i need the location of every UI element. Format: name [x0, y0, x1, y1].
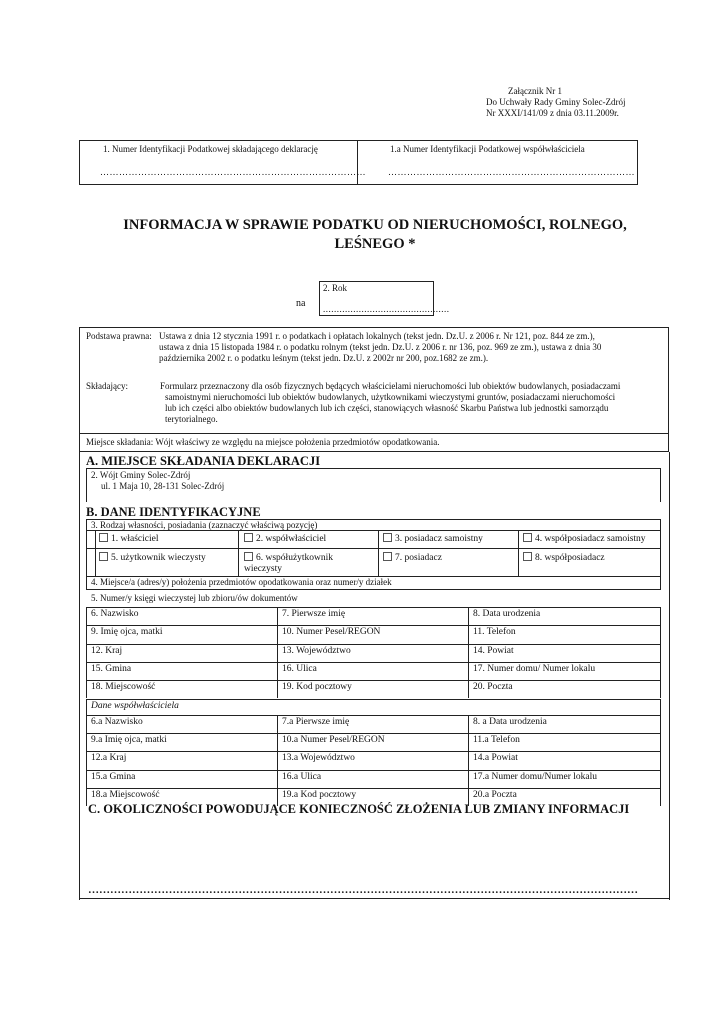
ownership-label: 3. Rodzaj własności, posiadania (zaznaczyć właściwą pozycję) [91, 520, 318, 530]
owner-cell-0-1[interactable]: 7. Pierwsze imię [282, 609, 346, 619]
location-label: 4. Miejsce/a (adres/y) położenia przedmiotów opodatkowania oraz numer/y działek [91, 577, 392, 587]
owner-cell-1-1[interactable]: 10. Numer Pesel/REGON [282, 627, 381, 638]
legal-basis-line-2: ustawa z dnia 15 listopada 1984 r. o podatku rolnym (tekst jedn. Dz.U. z 2006 r. nr 136, poz. 969 ze zm.), ustawa z dnia 30 [159, 342, 602, 352]
owner-cell-0-2[interactable]: 8. Data urodzenia [473, 609, 541, 619]
submitter-line-2: samoistnymi nieruchomości lub obiektów budowlanych, użytkownikami wieczystymi gruntów, posiadaczami nieruchomości [165, 392, 616, 402]
ownership-option-perpetual-user[interactable]: 5. użytkownik wieczysty [99, 552, 206, 564]
owner-cell-0-0[interactable]: 6. Nazwisko [91, 609, 139, 619]
section-c-heading: C. OKOLICZNOŚCI POWODUJĄCE KONIECZNOŚĆ ZŁOŻENIA LUB ZMIANY INFORMACJI [88, 802, 630, 816]
ownership-option-holder[interactable]: 7. posiadacz [383, 552, 442, 564]
owner-cell-4-2[interactable]: 20. Poczta [473, 682, 513, 693]
checkbox-icon [99, 552, 108, 561]
form-title-line-1: INFORMACJA W SPRAWIE PODATKU OD NIERUCHOMOŚCI, ROLNEGO, [123, 217, 627, 233]
owner-cell-4-0[interactable]: 18. Miejscowość [91, 682, 156, 693]
owner-cell-1-0[interactable]: 9. Imię ojca, matki [91, 627, 163, 638]
coowner-cell-2-1[interactable]: 13.a Województwo [282, 753, 355, 764]
section-b-heading: B. DANE IDENTYFIKACYJNE [86, 505, 261, 519]
checkbox-icon [523, 533, 532, 542]
owner-cell-2-1[interactable]: 13. Województwo [282, 645, 351, 656]
checkbox-icon [244, 533, 253, 542]
owner-cell-4-1[interactable]: 19. Kod pocztowy [282, 682, 352, 693]
legal-basis-line-3: października 2002 r. o podatku leśnym (tekst jedn. Dz.U. z 2002r nr 200, poz.1682 ze zm.). [159, 353, 489, 363]
legal-basis-line-1: Ustawa z dnia 12 stycznia 1991 r. o podatkach i opłatach lokalnych (tekst jedn. Dz.U. z 2006 r. Nr 121, poz. 844 ze zm.), [159, 331, 595, 341]
owner-cell-3-2[interactable]: 17. Numer domu/ Numer lokalu [473, 663, 596, 674]
ownership-option-independent-holder[interactable]: 3. posiadacz samoistny [383, 533, 483, 545]
annex-line-3: Nr XXXI/141/09 z dnia 03.11.2009r. [486, 108, 619, 118]
coowner-cell-3-1[interactable]: 16.a Ulica [282, 771, 322, 782]
checkbox-icon [383, 552, 392, 561]
coowner-cell-1-1[interactable]: 10.a Numer Pesel/REGON [282, 735, 385, 746]
coowner-cell-3-0[interactable]: 15.a Gmina [91, 771, 136, 782]
coowner-cell-0-2[interactable]: 8. a Data urodzenia [473, 716, 547, 727]
circumstances-textarea[interactable] [88, 817, 660, 883]
coowner-cell-3-2[interactable]: 17.a Numer domu/Numer lokalu [473, 771, 598, 782]
coowner-cell-4-1[interactable]: 19.a Kod pocztowy [282, 790, 357, 800]
checkbox-icon [99, 533, 108, 542]
owner-cell-3-1[interactable]: 16. Ulica [282, 663, 317, 674]
legal-basis-label: Podstawa prawna: [86, 331, 152, 341]
year-label: 2. Rok [323, 283, 348, 293]
submitter-line-3: lub ich części albo obiektów budowlanych lub ich części, stanowiących własność Skarbu Państwa lub jednostki samorządu [165, 403, 609, 413]
annex-line-1: Załącznik Nr 1 [508, 86, 562, 96]
year-prefix: na [296, 298, 306, 309]
submitter-line-1: Formularz przeznaczony dla osób fizycznych będących właścicielami nieruchomości lub obiektów budowlanych, posiadaczami [160, 381, 621, 391]
register-label: 5. Numer/y księgi wieczystej lub zbioru/ów dokumentów [91, 593, 298, 603]
coowner-cell-1-0[interactable]: 9.a Imię ojca, matki [91, 735, 167, 746]
coowner-cell-2-0[interactable]: 12.a Kraj [91, 753, 127, 764]
coowner-cell-0-0[interactable]: 6.a Nazwisko [91, 716, 143, 727]
nip-coowner-field-label: 1.a Numer Identyfikacji Podatkowej współwłaściciela [390, 144, 585, 154]
ownership-option-co-perpetual-user[interactable]: 6. współużytkownik wieczysty [244, 553, 334, 574]
coowner-cell-2-2[interactable]: 14.a Powiat [473, 753, 518, 764]
checkbox-icon [523, 552, 532, 561]
section-a-heading: A. MIEJSCE SKŁADANIA DEKLARACJI [86, 454, 321, 468]
form-title-line-2: LEŚNEGO * [334, 236, 416, 252]
checkbox-icon [244, 552, 253, 561]
place-text: Miejsce składania: Wójt właściwy ze względu na miejsce położenia przedmiotów opodatkowania. [86, 437, 440, 447]
year-input[interactable]: .............................................. [323, 304, 450, 314]
nip-input[interactable]: ………………………………………………………………………… [100, 167, 366, 177]
ownership-option-owner[interactable]: 1. właściciel [99, 533, 158, 545]
coowner-cell-0-1[interactable]: 7.a Pierwsze imię [282, 716, 350, 727]
coowner-cell-1-2[interactable]: 11.a Telefon [473, 735, 520, 746]
checkbox-icon [383, 533, 392, 542]
section-a-line-1: 2. Wójt Gminy Solec-Zdrój [91, 470, 191, 480]
submitter-label: Składający: [86, 381, 128, 391]
owner-cell-2-0[interactable]: 12. Kraj [91, 645, 123, 656]
circumstances-dotted-line: …………………………………………………………………………………………………………………………………… [88, 884, 638, 896]
nip-coowner-input[interactable]: …………………………………………………………………… [388, 167, 635, 177]
owner-cell-3-0[interactable]: 15. Gmina [91, 663, 132, 674]
coowner-cell-4-2[interactable]: 20.a Poczta [473, 790, 517, 800]
ownership-option-co-owner[interactable]: 2. współwłaściciel [244, 533, 326, 545]
owner-cell-2-2[interactable]: 14. Powiat [473, 645, 514, 656]
coowner-cell-4-0[interactable]: 18.a Miejscowość [91, 790, 160, 800]
section-a-line-2: ul. 1 Maja 10, 28-131 Solec-Zdrój [101, 481, 225, 491]
annex-line-2: Do Uchwały Rady Gminy Solec-Zdrój [486, 97, 626, 107]
coowner-section-label: Dane współwłaściciela [91, 700, 179, 711]
nip-field-label: 1. Numer Identyfikacji Podatkowej składającego deklarację [103, 144, 318, 154]
ownership-option-co-independent-holder[interactable]: 4. współposiadacz samoistny [523, 533, 646, 545]
submitter-line-4: terytorialnego. [165, 414, 218, 424]
ownership-option-co-holder[interactable]: 8. współposiadacz [523, 552, 605, 564]
owner-cell-1-2[interactable]: 11. Telefon [473, 627, 516, 638]
